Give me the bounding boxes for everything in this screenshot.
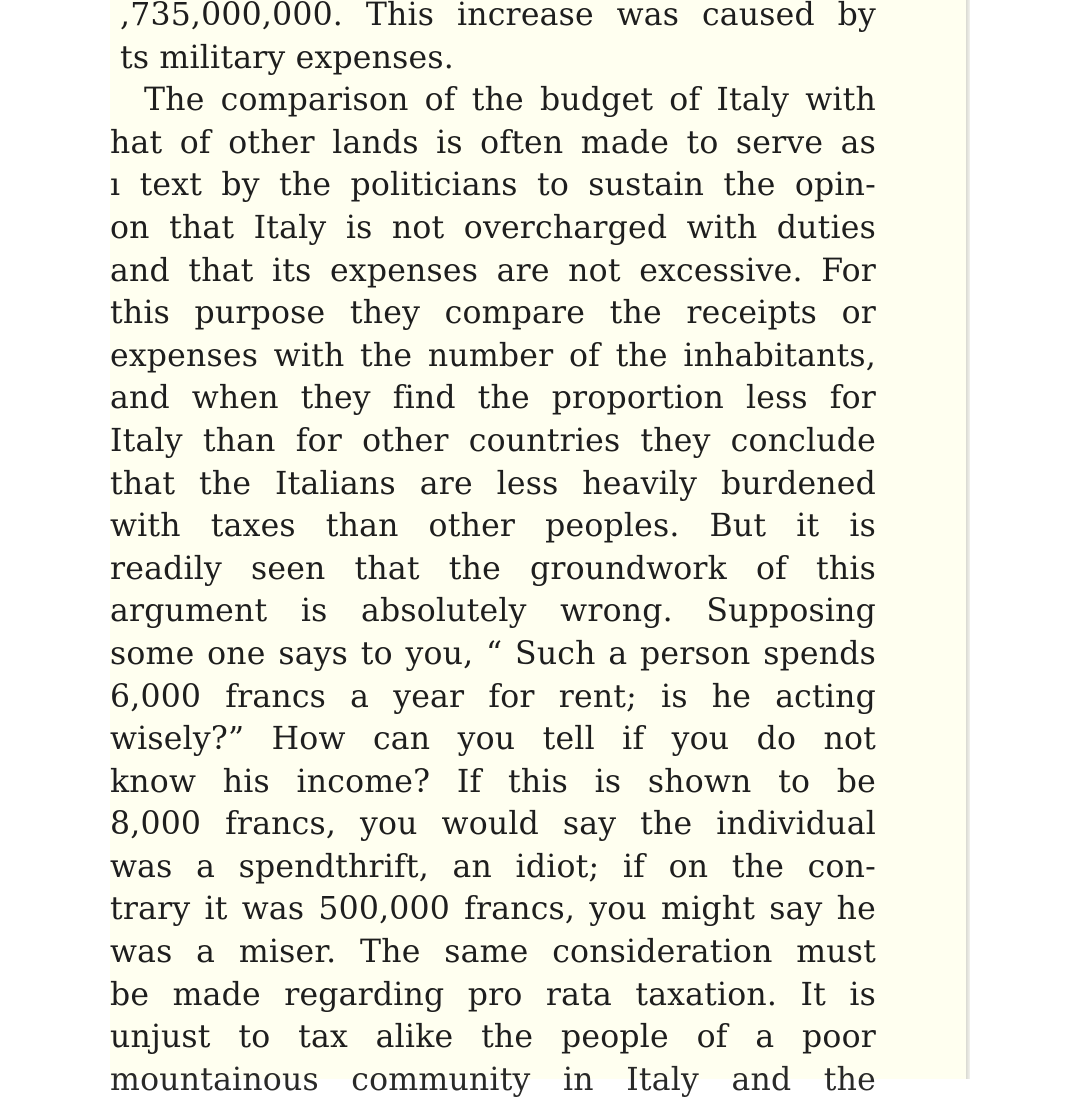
text-line: wisely?” How can you tell if you do not xyxy=(110,721,876,758)
text-line: know his income? If this is shown to be xyxy=(110,763,876,800)
page-text xyxy=(110,0,990,1101)
text-line: and when they find the proportion less for xyxy=(110,380,876,417)
text-line: that the Italians are less heavily burdened xyxy=(110,465,876,502)
page-edge xyxy=(966,0,970,1079)
text-line: readily seen that the groundwork of this xyxy=(110,550,876,587)
text-line: ,735,000,000. This increase was caused by xyxy=(120,0,876,33)
text-line: some one says to you, “ Such a person spends xyxy=(110,635,876,672)
text-line: on that Italy is not overcharged with duties xyxy=(110,209,876,246)
book-page xyxy=(110,0,968,1098)
text-line: 6,000 francs a year for rent; is he acting xyxy=(110,678,876,715)
text-line: The comparison of the budget of Italy with xyxy=(144,82,876,119)
text-line: ı text by the politicians to sustain the opin- xyxy=(110,167,876,204)
text-line: and that its expenses are not excessive. For xyxy=(110,252,876,289)
text-line: 8,000 francs, you would say the individual xyxy=(110,806,876,843)
text-line: argument is absolutely wrong. Supposing xyxy=(110,593,876,630)
text-line: with taxes than other peoples. But it is xyxy=(110,508,876,545)
text-line: trary it was 500,000 francs, you might say he xyxy=(110,891,876,928)
text-line: hat of other lands is often made to serve as xyxy=(110,124,876,161)
text-line: be made regarding pro rata taxation. It is xyxy=(110,976,876,1013)
text-line: was a miser. The same consideration must xyxy=(110,934,876,971)
text-line: this purpose they compare the receipts or xyxy=(110,295,876,332)
text-line: was a spendthrift, an idiot; if on the con- xyxy=(110,848,876,885)
text-line: mountainous community in Italy and the xyxy=(110,1061,876,1098)
text-line: expenses with the number of the inhabitants, xyxy=(110,337,876,374)
text-line: unjust to tax alike the people of a poor xyxy=(110,1019,876,1056)
text-line: ts military expenses. xyxy=(120,39,454,76)
text-line: Italy than for other countries they conclude xyxy=(110,422,876,459)
